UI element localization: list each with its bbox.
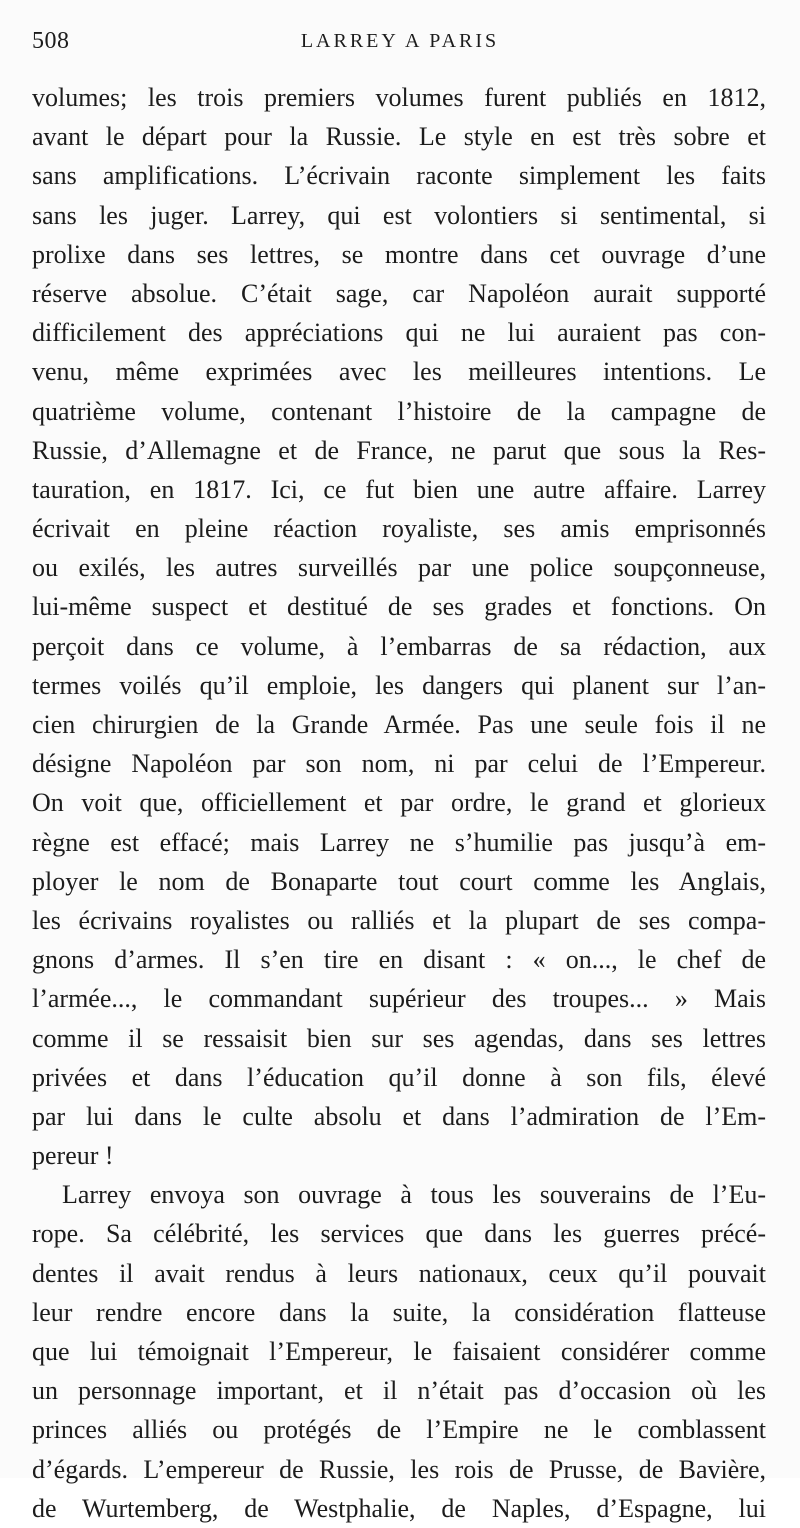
body-text bbox=[32, 78, 766, 1528]
text-line: leur rendre encore dans la suite, la considération flatteuse bbox=[32, 1297, 766, 1327]
text-line: On voit que, officiellement et par ordre, le grand et glorieux bbox=[32, 788, 766, 818]
text-line: par lui dans le culte absolu et dans l’admiration de l’Em- bbox=[32, 1101, 766, 1131]
text-line: comme il se ressaisit bien sur ses agendas, dans ses lettres bbox=[32, 1023, 766, 1053]
text-line: quatrième volume, contenant l’histoire de la campagne de bbox=[32, 396, 766, 426]
text-line: règne est effacé; mais Larrey ne s’humilie pas jusqu’à em- bbox=[32, 827, 766, 857]
text-line: prolixe dans ses lettres, se montre dans cet ouvrage d’une bbox=[32, 239, 766, 269]
text-line: difficilement des appréciations qui ne lui auraient pas con- bbox=[32, 318, 766, 348]
text-line: lui-même suspect et destitué de ses grades et fonctions. On bbox=[32, 592, 766, 622]
page-header bbox=[30, 28, 770, 68]
text-line: ou exilés, les autres surveillés par une police soupçonneuse, bbox=[32, 553, 766, 583]
running-title: LARREY A PARIS bbox=[300, 30, 500, 52]
text-line: un personnage important, et il n’était pas d’occasion où les bbox=[32, 1376, 766, 1406]
page-number: 508 bbox=[32, 28, 70, 54]
text-line: pereur ! bbox=[32, 1141, 114, 1171]
text-line: Larrey envoya son ouvrage à tous les souverains de l’Eu- bbox=[62, 1180, 766, 1210]
text-line: venu, même exprimées avec les meilleures intentions. Le bbox=[32, 357, 766, 387]
text-line: cien chirurgien de la Grande Armée. Pas une seule fois il ne bbox=[32, 710, 766, 739]
text-line: volumes; les trois premiers volumes furent publiés en 1812, bbox=[32, 83, 766, 112]
text-line: tauration, en 1817. Ici, ce fut bien une autre affaire. Larrey bbox=[32, 474, 766, 504]
text-line: ployer le nom de Bonaparte tout court comme les Anglais, bbox=[32, 866, 766, 896]
text-line: l’armée..., le commandant supérieur des troupes... » Mais bbox=[32, 984, 766, 1014]
text-line: écrivait en pleine réaction royaliste, ses amis emprisonnés bbox=[32, 514, 766, 544]
text-line: privées et dans l’éducation qu’il donne à son fils, élevé bbox=[32, 1062, 766, 1092]
text-line: les écrivains royalistes ou ralliés et la plupart de ses compa- bbox=[32, 905, 766, 935]
text-line: dentes il avait rendus à leurs nationaux, ceux qu’il pouvait bbox=[32, 1258, 766, 1288]
text-line: que lui témoignait l’Empereur, le faisaient considérer comme bbox=[32, 1337, 766, 1366]
text-line: sans amplifications. L’écrivain raconte simplement les faits bbox=[32, 161, 766, 191]
text-line: de Wurtemberg, de Westphalie, de Naples, d’Espagne, lui bbox=[32, 1493, 766, 1523]
text-line: perçoit dans ce volume, à l’embarras de sa rédaction, aux bbox=[32, 631, 766, 661]
text-line: sans les juger. Larrey, qui est volontiers si sentimental, si bbox=[32, 200, 766, 230]
text-line: désigne Napoléon par son nom, ni par celui de l’Empereur. bbox=[32, 749, 766, 779]
text-line: avant le départ pour la Russie. Le style en est très sobre et bbox=[32, 122, 766, 152]
text-line: termes voilés qu’il emploie, les dangers qui planent sur l’an- bbox=[32, 670, 766, 700]
text-line: Russie, d’Allemagne et de France, ne parut que sous la Res- bbox=[32, 435, 766, 465]
text-line: d’égards. L’empereur de Russie, les rois de Prusse, de Bavière, bbox=[32, 1454, 766, 1484]
text-line: princes alliés ou protégés de l’Empire ne le comblassent bbox=[32, 1415, 766, 1445]
text-line: réserve absolue. C’était sage, car Napoléon aurait supporté bbox=[32, 278, 766, 308]
text-line: rope. Sa célébrité, les services que dans les guerres précé- bbox=[32, 1219, 766, 1249]
text-line: gnons d’armes. Il s’en tire en disant : « on..., le chef de bbox=[32, 945, 766, 975]
